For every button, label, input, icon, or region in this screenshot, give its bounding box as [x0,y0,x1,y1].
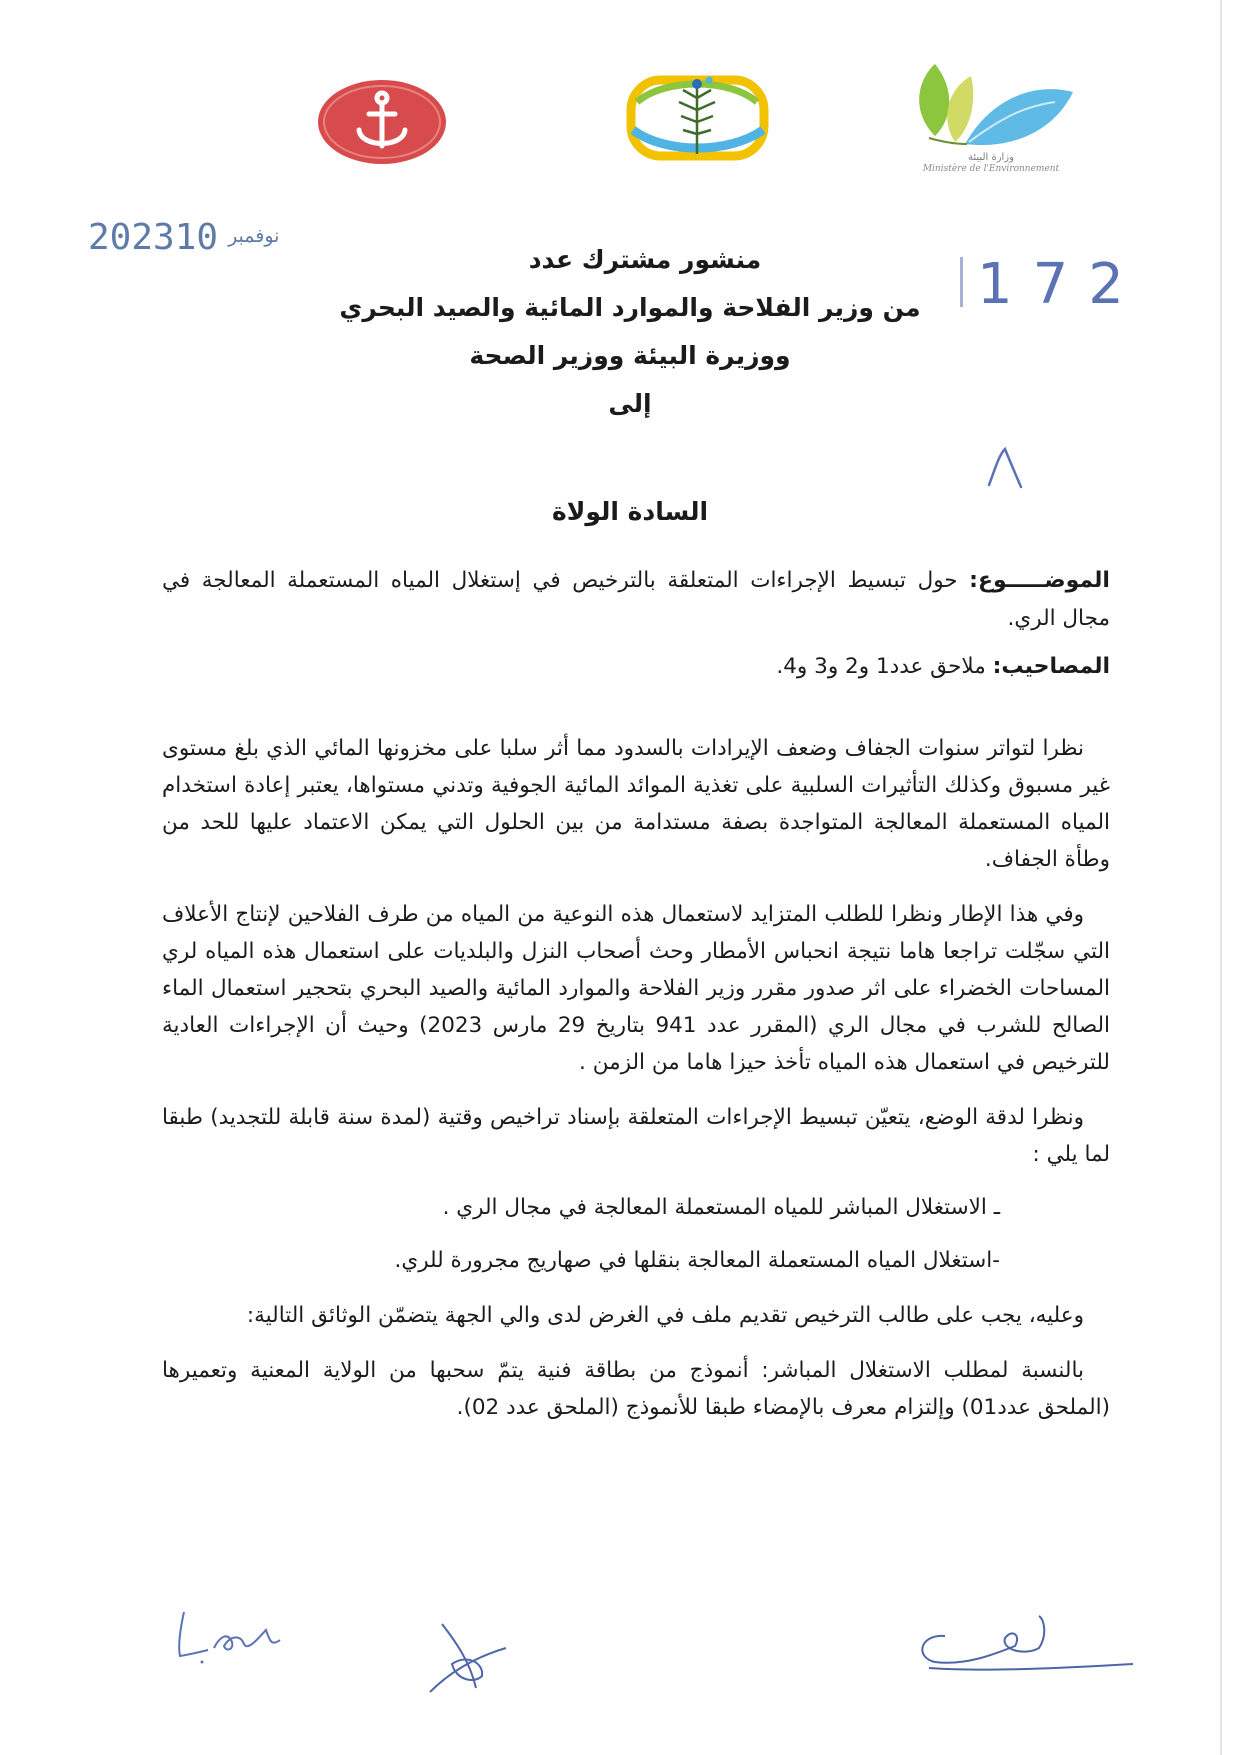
subject-line [162,562,1110,638]
document-heading [300,236,960,536]
body-paragraph-1: نظرا لتواتر سنوات الجفاف وضعف الإيرادات بالسدود مما أثر سلبا على مخزونها المائي الذي بلغ مستوى غير مسبوق وكذلك التأثيرات السلبية على تغذية الموائد المائية الجوفية وتدني مستواها، يعتبر إعادة استخدام المياه المستعملة المعالجة المتواجدة بصفة مستدامة من بين الحلول التي يمكن الاعتماد عليها للحد من وطأة الجفاف. [162,736,1110,872]
heading-from-ministers: من وزير الفلاحة والموارد المائية والصيد البحري [339,293,921,322]
ministry-of-agriculture-logo [625,72,770,164]
subject-label: الموضـــــوع: [969,568,1110,593]
heading-circular-title: منشور مشترك عدد [528,245,762,274]
attachments-line [162,648,1110,685]
list-item-tanker-use: -استغلال المياه المستعملة المعالجة بنقلها في صهاريج مجرورة للري. [394,1248,1000,1273]
heading-ministers-continued: ووزيرة البيئة ووزير الصحة [469,341,791,370]
ministry-of-health-logo [315,78,450,166]
environment-logo-caption-ar: وزارة البيئة [968,152,1014,163]
reference-number-stamp [960,252,1144,317]
date-stamp-day: 10 [174,217,219,258]
handwritten-mark [985,445,1025,490]
heading-to: إلى [608,389,652,418]
stamp-tick-mark [960,257,963,307]
body-paragraph-2: وفي هذا الإطار ونظرا للطلب المتزايد لاستعمال هذه النوعية من المياه من طرف الفلاحين لإنتاج الأعلاف التي سجّلت تراجعا هاما نتيجة انحباس الأمطار وحث أصحاب النزل والبلديات على استعمال هذه المياه لري المساحات الخضراء على اثر صدور مقرر وزير الفلاحة والموارد المائية والصيد البحري بتحجير استعمال الماء الصالح للشرب في مجال الري (المقرر عدد 941 بتاريخ 29 مارس 2023) وحيث أن الإجراءات العادية للترخيص في استعمال هذه المياه تأخذ حيزا هاما من الزمن . [162,902,1110,1075]
page-edge-line [1220,0,1222,1755]
attachments-text: ملاحق عدد1 و2 و3 و4. [776,654,986,679]
date-stamp-month: نوفمبر [228,225,280,247]
ministry-of-environment-logo [905,58,1077,178]
document-body [162,562,1110,1426]
signature-left [162,1606,302,1666]
signature-middle [422,1618,512,1698]
heading-addressee: السادة الولاة [551,497,709,526]
reference-number: 172 [977,252,1144,317]
environment-logo-caption-fr: Ministère de l'Environnement [922,164,1060,174]
date-stamp-year: 2023 [88,217,175,258]
list-item-direct-use: ـ الاستغلال المباشر للمياه المستعملة المعالجة في مجال الري . [442,1195,1000,1220]
attachments-label: المصاحيب: [992,654,1110,679]
body-paragraph-4: وعليه، يجب على طالب الترخيص تقديم ملف في الغرض لدى والي الجهة يتضمّن الوثائق التالية: [246,1303,1084,1328]
body-paragraph-5: بالنسبة لمطلب الاستغلال المباشر: أنموذج من بطاقة فنية يتمّ سحبها من الولاية المعنية وتعميرها (الملحق عدد01) وإلتزام معرف بالإمضاء طبقا للأنموذج (الملحق عدد 02). [162,1358,1110,1420]
subject-text: حول تبسيط الإجراءات المتعلقة بالترخيص في إستغلال المياه المستعملة المعالجة في مجال الري. [162,568,1110,631]
signature-right [905,1606,1135,1676]
body-paragraph-3: ونظرا لدقة الوضع، يتعيّن تبسيط الإجراءات المتعلقة بإسناد تراخيص وقتية (لمدة سنة قابلة للتجديد) طبقا لما يلي : [162,1105,1110,1167]
date-stamp [88,217,293,258]
